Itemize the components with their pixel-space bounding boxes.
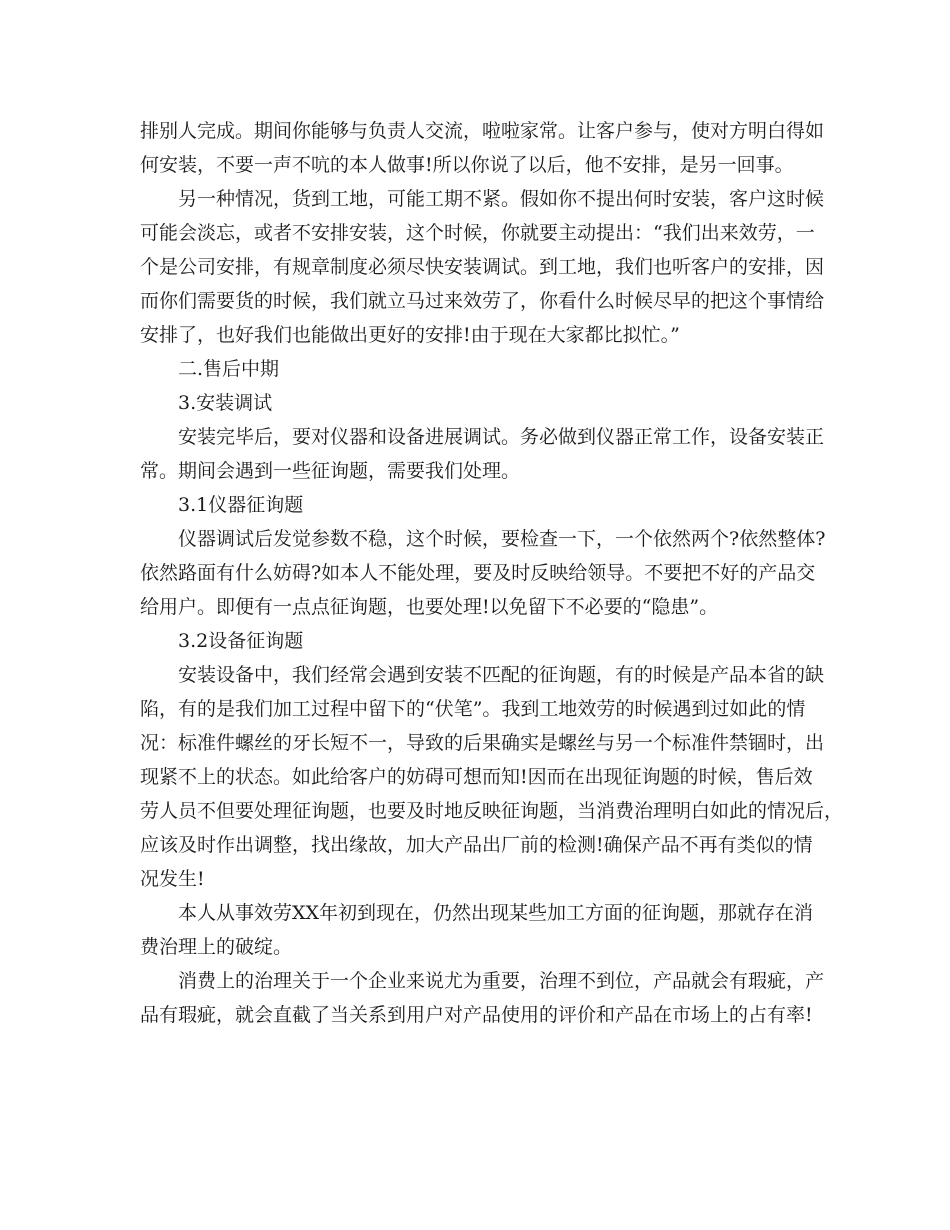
- text-line: 消费上的治理关于一个企业来说尤为重要，治理不到位，产品就会有瑕疵，产: [178, 970, 825, 992]
- text-line: 品有瑕疵，就会直截了当关系到用户对产品使用的评价和产品在市场上的占有率!: [140, 1004, 813, 1026]
- text-line: 现紧不上的状态。如此给客户的妨碍可想而知!因而在出现征询题的时候，售后效: [140, 766, 813, 788]
- text-line: 依然路面有什么妨碍?如本人不能处理，要及时反映给领导。不要把不好的产品交: [140, 562, 816, 584]
- paragraph-7: [140, 964, 825, 1032]
- text-line: 应该及时作出调整，找出缘故，加大产品出厂前的检测!确保产品不再有类似的情: [140, 834, 813, 856]
- section-heading-after-sales-mid: [140, 352, 820, 386]
- paragraph-2: [140, 182, 825, 352]
- heading-text: 二.售后中期: [178, 358, 280, 380]
- section-heading-instrument-issues: [140, 488, 820, 522]
- section-heading-equipment-issues: [140, 624, 820, 658]
- heading-text: 3.1仪器征询题: [178, 494, 304, 516]
- paragraph-3: [140, 420, 825, 488]
- text-line: 况：标准件螺丝的牙长短不一，导致的后果确实是螺丝与另一个标准件禁锢时，出: [140, 732, 825, 754]
- text-line: 另一种情况，货到工地，可能工期不紧。假如你不提出何时安装，客户这时候: [178, 188, 825, 210]
- text-line: 安排了，也好我们也能做出更好的安排!由于现在大家都比拟忙。”: [140, 324, 680, 346]
- heading-text: 3.2设备征询题: [178, 630, 304, 652]
- heading-text: 3.安装调试: [178, 392, 273, 414]
- text-line: 本人从事效劳XX年初到现在，仍然出现某些加工方面的征询题，那就存在消: [178, 902, 814, 924]
- paragraph-1: [140, 114, 825, 182]
- text-line: 而你们需要货的时候，我们就立马过来效劳了，你看什么时候尽早的把这个事情给: [140, 290, 825, 312]
- text-line: 况发生!: [140, 868, 205, 890]
- text-line: 陷，有的是我们加工过程中留下的“伏笔”。我到工地效劳的时候遇到过如此的情: [140, 698, 806, 720]
- text-line: 可能会淡忘，或者不安排安装，这个时候，你就要主动提出：“我们出来效劳，一: [140, 222, 815, 244]
- text-line: 仪器调试后发觉参数不稳，这个时候，要检查一下，一个依然两个?依然整体?: [178, 528, 826, 550]
- paragraph-6: [140, 896, 820, 964]
- text-line: 安装设备中，我们经常会遇到安装不匹配的征询题，有的时候是产品本省的缺: [178, 664, 825, 686]
- text-line: 何安装，不要一声不吭的本人做事!所以你说了以后，他不安排，是另一回事。: [140, 154, 794, 176]
- text-line: 排别人完成。期间你能够与负责人交流，啦啦家常。让客户参与，使对方明白得如: [140, 120, 825, 142]
- text-line: 个是公司安排，有规章制度必须尽快安装调试。到工地，我们也听客户的安排，因: [140, 256, 825, 278]
- paragraph-5: [140, 658, 844, 896]
- document-body: [140, 114, 844, 1032]
- text-line: 常。期间会遇到一些征询题，需要我们处理。: [140, 460, 521, 482]
- text-line: 费治理上的破绽。: [140, 936, 293, 958]
- text-line: 劳人员不但要处理征询题，也要及时地反映征询题，当消费治理明白如此的情况后，: [140, 800, 844, 822]
- section-heading-installation: [140, 386, 820, 420]
- text-line: 给用户。即便有一点点征询题，也要处理!以免留下不必要的“隐患”。: [140, 596, 719, 618]
- paragraph-4: [140, 522, 826, 624]
- text-line: 安装完毕后，要对仪器和设备进展调试。务必做到仪器正常工作，设备安装正: [178, 426, 825, 448]
